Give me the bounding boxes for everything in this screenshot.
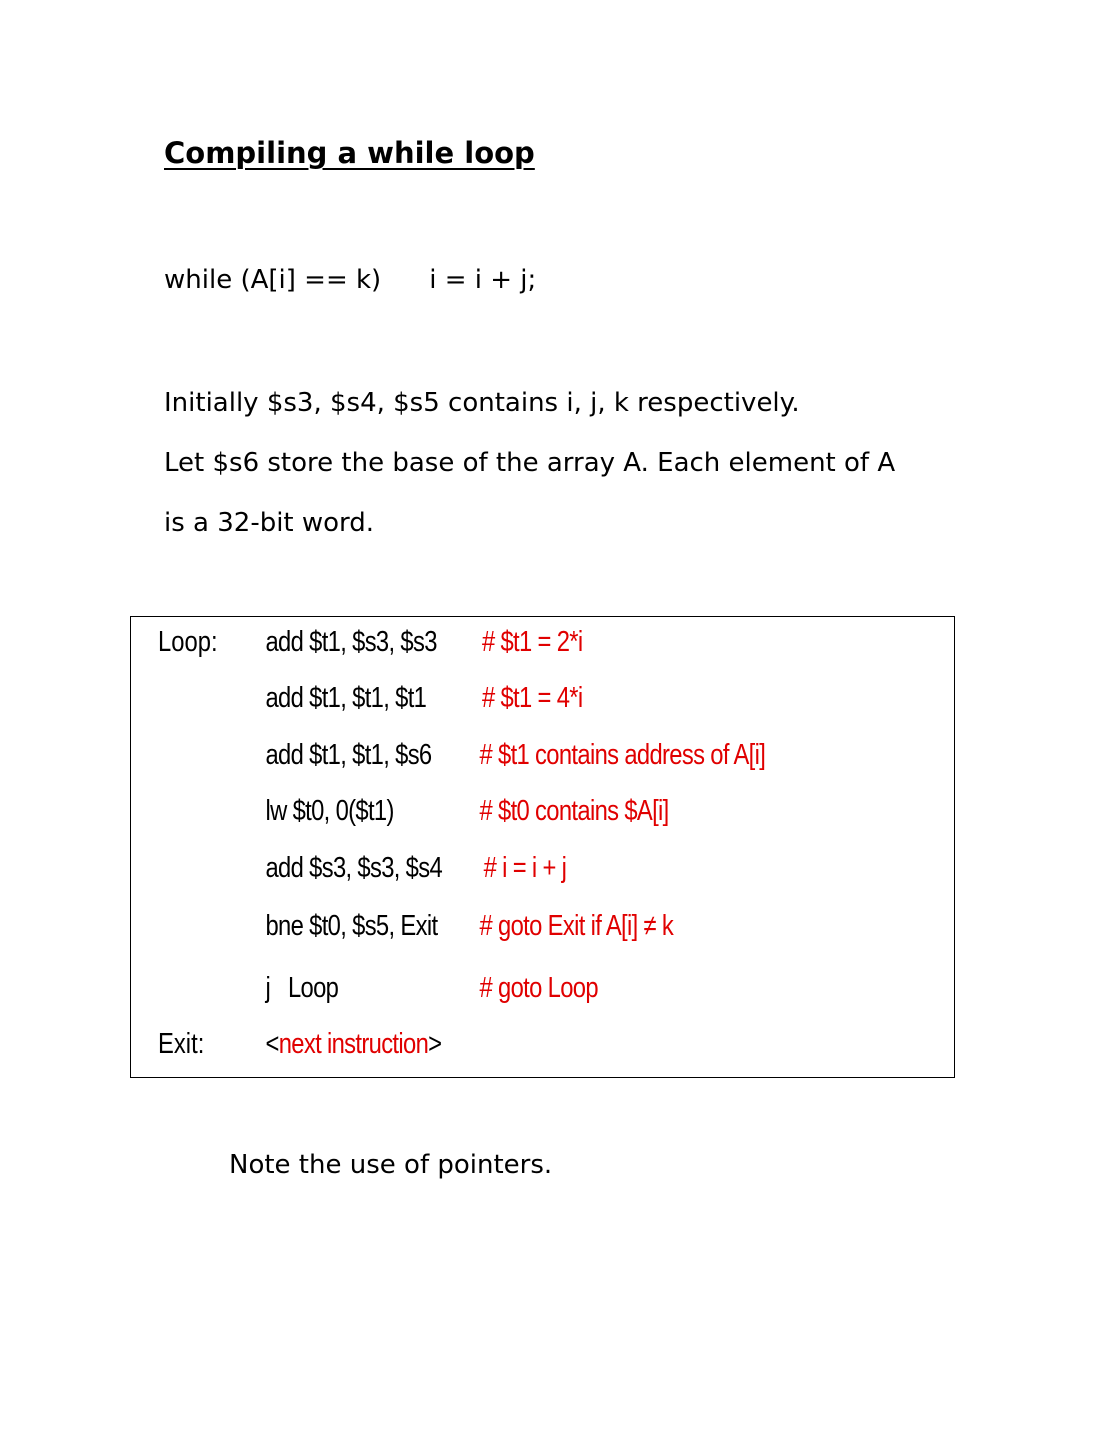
- code-comment: # $t1 contains address of A[i]: [479, 739, 766, 771]
- description-line-1: Initially $s3, $s4, $s5 contains i, j, k respectively.: [164, 388, 800, 418]
- code-comment: # $t1 = 4*i: [481, 682, 583, 714]
- code-row: [131, 852, 806, 892]
- code-comment: # goto Exit if A[i] ≠ k: [479, 910, 674, 942]
- code-label: Loop:: [158, 626, 218, 658]
- note-text: Note the use of pointers.: [229, 1150, 553, 1180]
- code-instruction: j Loop: [265, 972, 339, 1004]
- code-instruction: bne $t0, $s5, Exit: [265, 910, 438, 942]
- loop-statement: i = i + j;: [429, 265, 537, 295]
- code-instruction: add $t1, $s3, $s3: [265, 626, 437, 658]
- code-comment: # $t1 = 2*i: [481, 626, 583, 658]
- exit-instruction: [265, 1028, 441, 1061]
- code-comment: # $t0 contains $A[i]: [479, 795, 669, 827]
- while-condition: while (A[i] == k): [164, 265, 382, 295]
- page-title: Compiling a while loop: [164, 136, 535, 170]
- exit-open-bracket: <: [265, 1028, 279, 1060]
- exit-close-bracket: >: [428, 1028, 442, 1060]
- assembly-code-box: [130, 616, 955, 1078]
- code-row: [131, 739, 806, 779]
- code-row: [131, 682, 806, 722]
- code-row: [131, 910, 806, 950]
- code-instruction: add $t1, $t1, $t1: [265, 682, 427, 714]
- code-instruction: add $s3, $s3, $s4: [265, 852, 443, 884]
- exit-next-instruction: next instruction: [278, 1028, 429, 1060]
- code-row: [131, 795, 806, 835]
- code-row: [131, 626, 806, 666]
- code-comment: # goto Loop: [479, 972, 598, 1004]
- description-line-3: is a 32-bit word.: [164, 508, 375, 538]
- code-comment: # i = i + j: [483, 852, 567, 884]
- exit-row: [131, 1028, 806, 1068]
- code-instruction: lw $t0, 0($t1): [265, 795, 394, 827]
- code-row: [131, 972, 806, 1012]
- exit-label: Exit:: [158, 1028, 205, 1060]
- code-instruction: add $t1, $t1, $s6: [265, 739, 432, 771]
- description-line-2: Let $s6 store the base of the array A. Each element of A: [164, 448, 896, 478]
- source-code-line: [164, 265, 536, 295]
